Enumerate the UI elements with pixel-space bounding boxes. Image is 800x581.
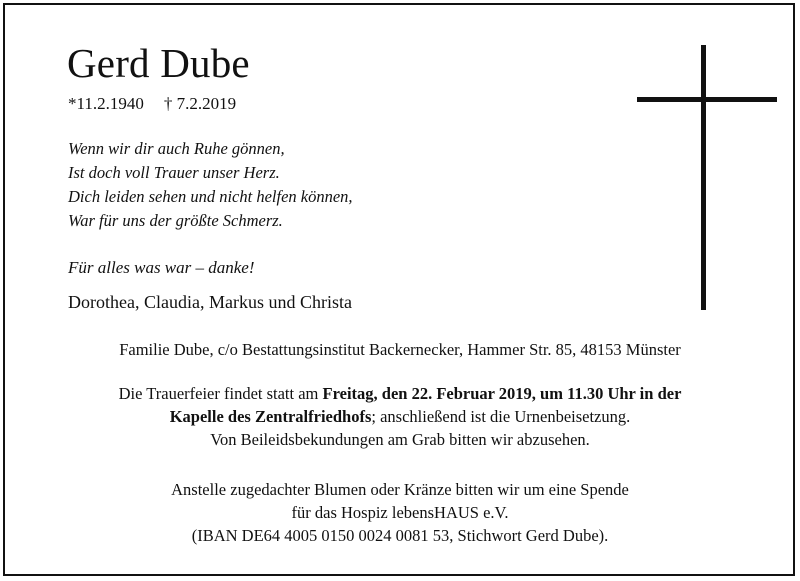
thanks-line: Für alles was war – danke!	[68, 258, 255, 277]
donation-line-1: Anstelle zugedachter Blumen oder Kränze bitten wir um eine Spende	[171, 480, 629, 499]
death-date: † 7.2.2019	[163, 94, 237, 113]
ceremony-after-location: ; anschließend ist die Urnenbeisetzung.	[371, 407, 631, 426]
ceremony-line-2	[0, 405, 800, 428]
poem-line: Dich leiden sehen und nicht helfen können,	[68, 187, 353, 206]
ceremony-intro: Die Trauerfeier findet statt am	[118, 384, 323, 403]
ceremony-line-1	[0, 382, 800, 405]
donation-line-3: (IBAN DE64 4005 0150 0024 0081 53, Stichwort Gerd Dube).	[191, 526, 609, 545]
cross-vertical-bar	[701, 45, 706, 310]
mourners-names: Dorothea, Claudia, Markus und Christa	[68, 292, 352, 312]
donation-line-2: für das Hospiz lebensHAUS e.V.	[291, 503, 509, 522]
cross-horizontal-bar	[637, 97, 777, 102]
poem-line: Wenn wir dir auch Ruhe gönnen,	[68, 139, 285, 158]
poem	[68, 137, 353, 233]
birth-date: *11.2.1940	[68, 94, 144, 113]
condolence-note: Von Beileidsbekundungen am Grab bitten wir abzusehen.	[210, 430, 590, 449]
donation-info	[0, 478, 800, 547]
life-dates	[68, 93, 236, 115]
poem-line: War für uns der größte Schmerz.	[68, 211, 283, 230]
ceremony-date-time: Freitag, den 22. Februar 2019, um 11.30 Uhr in der	[322, 384, 682, 403]
family-address	[0, 338, 800, 361]
poem-line: Ist doch voll Trauer unser Herz.	[68, 163, 280, 182]
cross-icon	[637, 45, 777, 310]
ceremony-info	[0, 382, 800, 451]
ceremony-location: Kapelle des Zentralfriedhofs	[169, 407, 372, 426]
address-line: Familie Dube, c/o Bestattungsinstitut Backernecker, Hammer Str. 85, 48153 Münster	[119, 340, 681, 359]
deceased-name: Gerd Dube	[67, 40, 250, 86]
